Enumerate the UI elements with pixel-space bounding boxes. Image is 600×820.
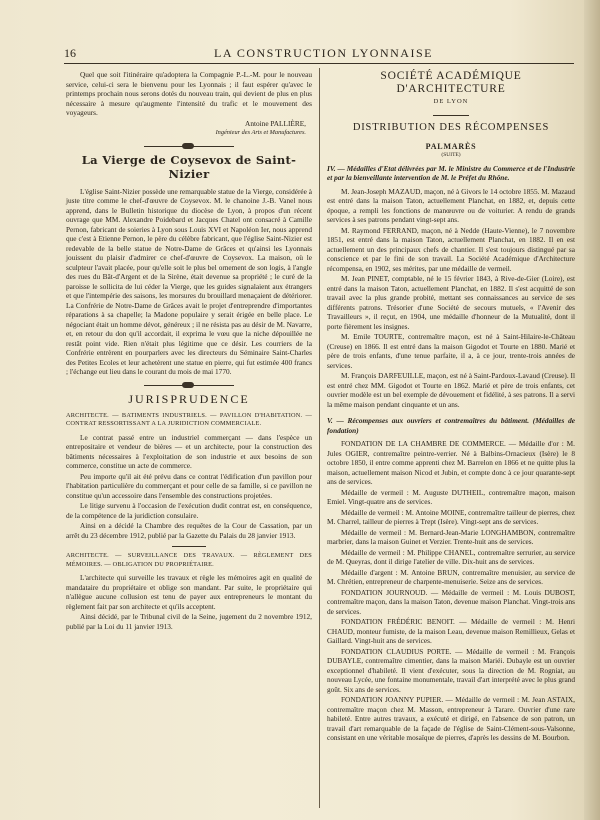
- award-paragraph: Médaille de vermeil : M. Antoine MOINE, contremaître tailleur de pierres, chez M. Charrel, tailleur de pierres à Trept (Isère). Vingt-sept ans de services.: [327, 507, 575, 526]
- award-paragraph: FONDATION FRÉDÉRIC BENOIT. — Médaille de vermeil : M. Henri CHAUD, monteur fumiste, de la maison Leau, devenue maison Remillieux, Gelas et Gaillard. Vingt-huit ans de services.: [327, 617, 575, 645]
- right-column: [327, 70, 575, 744]
- award-paragraph: M. Raymond FERRAND, maçon, né à Nedde (Haute-Vienne), le 7 novembre 1851, est entré dans la maison Taton, actuellement Planchat, en 1882. Il en est actuellement un des principaux chefs de chantier. Il s'est toujours distingué par sa conscience et par le fini de son travail. La Société Académique d'Architecture récompensa, en 1902, ses mérites, par une médaille de vermeil.: [327, 225, 575, 273]
- column-divider: [319, 68, 320, 808]
- society-title: SOCIÉTÉ ACADÉMIQUE D'ARCHITECTURE: [380, 70, 522, 95]
- section-ornament: [66, 382, 312, 388]
- award-paragraph: Médaille d'argent : M. Antoine BRUN, contremaître menuisier, au service de M. Chrétien, entrepreneur de charpente-menuiserie. Seize ans de services.: [327, 567, 575, 586]
- author-signature: Antoine PALLIÈRE,: [245, 118, 306, 128]
- section-iv-title: IV. — Médailles d'Etat délivrées par M. le Ministre du Commerce et de l'Industrie et par la bienveillante intervention de M. le Préfet du Rhône.: [327, 163, 575, 182]
- jurisprudence-paragraph: Le litige survenu à l'occasion de l'exécution dudit contrat est, en conséquence, de la compétence de la juridiction consulaire.: [66, 501, 312, 520]
- jurisprudence-subhead: ARCHITECTE. — SURVEILLANCE DES TRAVAUX. — RÈGLEMENT DES MÉMOIRES. — OBLIGATION DU PROPRIÉTAIRE.: [66, 552, 312, 568]
- award-paragraph: FONDATION DE LA CHAMBRE DE COMMERCE. — Médaille d'or : M. Jules OGIER, contremaître peintre-verrier. Né à Balbins-Ornacieux (Isère) le 8 octobre 1850, il entre comme apprenti chez M. Barrelon en 1866 et ne quitte plus la maison, actuellement maison Nicod et Jubin, et compte donc à ce jour quarante-sept ans de services.: [327, 439, 575, 486]
- journal-title: LA CONSTRUCTION LYONNAISE: [214, 46, 433, 60]
- distribution-title: DISTRIBUTION DES RÉCOMPENSES: [352, 121, 550, 133]
- page-number: 16: [64, 46, 76, 60]
- header-rule: [64, 63, 574, 64]
- palmares-title: PALMARÈS: [425, 141, 477, 151]
- jurisprudence-paragraph: Ainsi en a décidé la Chambre des requêtes de la Cour de Cassation, par un arrêt du 23 décembre 1912, publié par la Gazette du Palais du 28 janvier 1913.: [66, 521, 312, 540]
- author-title: Ingénieur des Arts et Manufactures.: [215, 129, 306, 136]
- award-paragraph: Médaille de vermeil : M. Auguste DUTHEIL, contremaître maçon, maison Emiel. Vingt-quatre ans de services.: [327, 487, 575, 506]
- jurisprudence-paragraph: Ainsi décidé, par le Tribunal civil de la Seine, jugement du 2 novembre 1912, publié par la Loi du 11 janvier 1913.: [66, 612, 312, 631]
- section-ornament: [66, 143, 312, 149]
- jurisprudence-paragraph: Peu importe qu'il ait été prévu dans ce contrat l'édification d'un pavillon pour l'habitation particulière du commerçant et pour celle de sa famille, si ce pavillon ne constitue qu'un accessoire dans l'ensemble des constructions projetées.: [66, 471, 312, 500]
- jurisprudence-subhead: ARCHITECTE. — BATIMENTS INDUSTRIELS. — PAVILLON D'HABITATION. — CONTRAT RESSORTISSANT A LA JURIDICTION COMMERCIALE.: [66, 411, 312, 427]
- page-edge: [584, 0, 600, 820]
- suite-label: (SUITE): [441, 152, 461, 158]
- left-column: [66, 70, 312, 632]
- award-paragraph: M. Emile TOURTE, contremaître maçon, est né à Saint-Hilaire-le-Château (Creuse) en 1866. Il est entré dans la maison Gigodot et Tourte en 1880. Marié et père de trois enfants, d'une tenue parfaite, il a, à ce jour, trente-trois années de services.: [327, 332, 575, 370]
- award-paragraph: FONDATION CLAUDIUS PORTE. — Médaille de vermeil : M. François DUBAYLE, contremaître cimentier, dans la maison Mariéi. Dubayle est un ouvrier exceptionnel d'habileté. Il vient d'exécuter, sous la direction de M. Rogniat, au nouveau Lycée, une fontaine monumentale, travail d'art interprété avec le plus grand goût. Six ans de services.: [327, 646, 575, 694]
- award-paragraph: M. Jean PINET, comptable, né le 15 février 1843, à Rive-de-Gier (Loire), est entré dans la maison Taton, actuellement Planchat, en 1882. Il s'est acquitté de son travail avec la plus grande probité, mettant ses connaissances au service de ses différents patrons. Trésorier d'une Société de secours mutuels, « l'Avenir des Travailleurs », il reçut, en 1904, une médaille d'honneur de la Mutualité, dont il porte fièrement les insignes.: [327, 274, 575, 331]
- award-paragraph: FONDATION JOANNY PUPIER. — Médaille de vermeil : M. Jean ASTAIX, contremaître maçon chez M. Masson, entrepreneur à Tarare. Ouvrier d'une rare habileté. Entre autres travaux, a exécuté et dirigé, en l'absence de son patron, un travail d'art remarquable de la façade de l'église de Saint-Clément-sous-Valsonne, consistant en une véritable mosaïque de pierres, d'après les dessins de M. Bourbon.: [327, 695, 575, 742]
- award-paragraph: M. François DARFEUILLE, maçon, est né à Saint-Pardoux-Lavaud (Creuse). Il est entré chez MM. Gigodot et Tourte en 1862. Marié et père de trois enfants, cet ouvrier modèle est un bel exemple de dévouement et fidélité, à ses patrons. Il a servi la même maison pendant cinquante et un ans.: [327, 371, 575, 409]
- award-paragraph: Médaille de vermeil : M. Philippe CHANEL, contremaître serrurier, au service de M. Queyras, dont il dirige l'atelier de ville. Dix-huit ans de services.: [327, 547, 575, 566]
- jurisprudence-paragraph: L'architecte qui surveille les travaux et règle les mémoires agit en qualité de mandataire du propriétaire et oblige son mandant. Par suite, le propriétaire qui n'allègue aucune collusion est tenu de payer aux entrepreneurs le montant du règlement fait par son architecte et qu'ils acceptent.: [66, 573, 312, 611]
- award-paragraph: M. Jean-Joseph MAZAUD, maçon, né à Givors le 14 octobre 1855. M. Mazaud est entré dans la maison Taton, actuellement Planchat, en 1882, et, depuis cette époque, a rempli les fonctions de manœuvre ou de voiturier. A rendu de grands services à ses patrons pendant vingt-sept ans.: [327, 186, 575, 224]
- section-v-title: V. — Récompenses aux ouvriers et contremaîtres du bâtiment. (Médailles de fondation): [327, 416, 575, 435]
- society-city: DE LYON: [433, 98, 469, 105]
- jurisprudence-paragraph: Le contrat passé entre un industriel commerçant — dans l'espèce un entrepositaire et vendeur de bières — et un architecte, pour la construction des bâtiments nécessaires à l'exploitation de son industrie et aux besoins de son commerce, constitue un acte de commerce.: [66, 432, 312, 470]
- jurisprudence-title: JURISPRUDENCE: [128, 391, 250, 406]
- intro-paragraph: Quel que soit l'itinéraire qu'adoptera la Compagnie P.-L.-M. pour le nouveau service, celui-ci sera le bienvenu pour les Lyonnais ; il faut espérer qu'avec le printemps prochain nous serons dotés du nouveau train, qui devient de plus en plus nécessaire à mesure qu'augmente l'intensité du trafic et le mouvement des voyageurs.: [66, 70, 312, 117]
- vierge-paragraph: L'église Saint-Nizier possède une remarquable statue de la Vierge, considérée à juste titre comme le chef-d'œuvre de Coysevox. M. le chanoine J.-B. Vanel nous apprend, dans le Bulletin historique du diocèse de Lyon, à propos d'un récent ouvrage que MM. Alexandre Poidebard et Jacques Chatel ont consacré à Camille Pernon, fabricant de soieries à Lyon sous Louis XVI et Napoléon Ier, nous apprend que c'est à Etienne Pernon, le père du célèbre fabricant, que l'église Saint-Nizier est redevable de la belle statue de Notre-Dame de Grâces et qu'ainsi les Lyonnais jouissent du plaisir d'admirer ce chef-d'œuvre de Coysevox. La maison, où le sculpteur l'avait placée, pour qu'elle soit le plus bel ornement de son logis, à l'angle des rues du Bât-d'Argent et de la Sirène, était devenue sa propriété ; le curé de la paroisse le sollicita de lui céder la Vierge, que les guides signalaient aux étrangers et que l'intempérie des saisons, les morsures du brouillard menaçaient de détériorer. La Confrérie de Notre-Dame de Grâces avait le projet d'entreprendre d'importantes réparations à sa chapelle; la Madone populaire y serait érigée en belle place. Le négociant était un homme dévot, généreux ; il ne résista pas au désir de M. Navarre, et, en retour du don qu'il accordait, il exprima le vœu que la niche dépouillée ne restât point vide. Rien n'était plus légitime que ce désir. Les courriers de la Confrérie entrèrent en pourparlers avec les directeurs du Séminaire Saint-Charles des Petites Ecoles et leur achetèrent une statue en pierre, qui fut estimée 400 francs ; l'échange eut lieu dans le courant du mois de mai 1770.: [66, 186, 312, 376]
- divider: [66, 544, 312, 548]
- award-paragraph: Médaille de vermeil : M. Bernard-Jean-Marie LONGHAMBON, contremaître marbrier, dans la maison Guinet et Verzier. Trente-huit ans de services.: [327, 527, 575, 546]
- award-paragraph: FONDATION JOURNOUD. — Médaille de vermeil : M. Louis DUBOST, contremaître maçon, dans la maison Taton, devenue maison Planchat. Vingt-trois ans de services.: [327, 587, 575, 616]
- running-header: [64, 46, 574, 60]
- divider: [327, 113, 575, 117]
- vierge-article-title: La Vierge de Coysevox de Saint-Nizier: [81, 152, 297, 181]
